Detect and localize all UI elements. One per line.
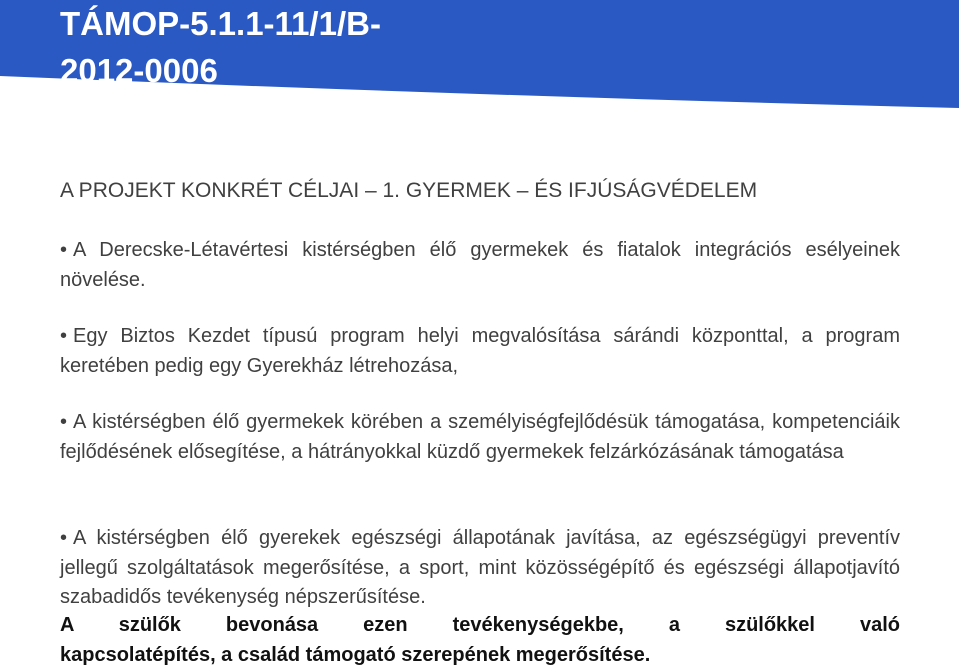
bullet-item [60, 322, 900, 381]
bullet-marker: • [60, 239, 67, 261]
bullet-text: A kistérségben élő gyerekek egészségi állapotának javítása, az egészségügyi preventív jellegű szolgáltatások megerősítése, a sport, mint közösségépítő és egészségi állapotjavító szabadidős tevékenység népszerűsítése. [60, 527, 900, 608]
closing-line-2: kapcsolatépítés, a család támogató szerepének megerősítése. [60, 641, 900, 670]
bullet-marker: • [60, 527, 67, 549]
bullet-item [60, 524, 900, 613]
closing-statement [60, 611, 900, 670]
slide-title-line-1: TÁMOP-5.1.1-11/1/B- [60, 0, 500, 47]
bullet-text: A kistérségben élő gyermekek körében a személyiségfejlődésük támogatása, kompetenciáik fejlődésének elősegítése, a hátrányokkal küzdő gyermekek felzárkózásának támogatása [60, 411, 900, 463]
section-heading: A PROJEKT KONKRÉT CÉLJAI – 1. GYERMEK – ÉS IFJÚSÁGVÉDELEM [60, 176, 757, 206]
bullet-item [60, 408, 900, 467]
slide-title [60, 0, 500, 94]
closing-line-1: A szülők bevonása ezen tevékenységekbe, a szülőkkel való [60, 611, 900, 641]
bullet-item [60, 236, 900, 295]
slide-title-line-2: 2012-0006 [60, 47, 500, 94]
bullet-marker: • [60, 325, 67, 347]
bullet-text: Egy Biztos Kezdet típusú program helyi megvalósítása sárándi központtal, a program keretében pedig egy Gyerekház létrehozása, [60, 325, 900, 377]
bullet-text: A Derecske-Létavértesi kistérségben élő gyermekek és fiatalok integrációs esélyeinek növelése. [60, 239, 900, 291]
bullet-marker: • [60, 411, 67, 433]
